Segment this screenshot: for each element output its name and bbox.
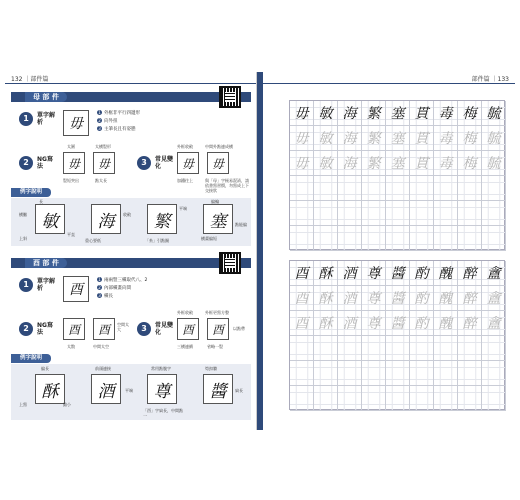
trace-char-cell: 海	[338, 126, 362, 151]
model-char-cell: 酉	[290, 261, 314, 286]
model-char-cell: 毓	[482, 101, 506, 126]
trace-char-cell: 塞	[386, 151, 410, 176]
empty-practice-cell	[290, 336, 314, 361]
empty-practice-cell	[482, 386, 506, 411]
empty-practice-cell	[458, 336, 482, 361]
trace-char-cell: 海	[338, 151, 362, 176]
step-number-1: 1	[19, 278, 33, 292]
ng-caption: 太圓	[67, 144, 75, 149]
empty-practice-cell	[362, 386, 386, 411]
model-char-cell: 毋	[290, 101, 314, 126]
variant-caption: 外框更寫方整	[205, 310, 229, 315]
empty-practice-cell	[386, 336, 410, 361]
variant-sub: 加鐵往上	[177, 178, 193, 183]
empty-practice-cell	[482, 226, 506, 251]
model-char-cell: 繁	[362, 101, 386, 126]
empty-practice-cell	[338, 336, 362, 361]
step-label: 常見變化	[155, 322, 174, 336]
empty-practice-cell	[314, 361, 338, 386]
trace-char-cell: 敏	[314, 126, 338, 151]
empty-practice-cell	[386, 361, 410, 386]
example-char: 酥	[35, 374, 65, 404]
trace-char-cell: 酒	[338, 286, 362, 311]
empty-practice-cell	[482, 361, 506, 386]
example-note: 偏長	[41, 366, 49, 371]
empty-practice-cell	[482, 201, 506, 226]
analysis-note: 2 內部橫畫向間	[98, 285, 131, 291]
empty-practice-cell	[410, 201, 434, 226]
empty-practice-cell	[434, 226, 458, 251]
model-char-cell: 盦	[482, 261, 506, 286]
trace-char-cell: 貫	[410, 151, 434, 176]
empty-practice-cell	[290, 361, 314, 386]
example-char: 敏	[35, 204, 65, 234]
example-title: 例字說明	[11, 188, 51, 197]
trace-char-cell: 毋	[290, 151, 314, 176]
empty-practice-cell	[362, 226, 386, 251]
empty-practice-cell	[434, 336, 458, 361]
variant-char: 毋	[177, 152, 199, 174]
variant-caption: 以點帶	[233, 326, 245, 331]
example-char: 繁	[147, 204, 177, 234]
section-title: 酉 部 件	[25, 258, 67, 268]
model-char-cell: 貫	[410, 101, 434, 126]
page-header: 132 ｜部件篇	[11, 76, 49, 83]
example-note: 上寫	[19, 402, 27, 407]
trace-char-cell: 醉	[458, 286, 482, 311]
example-note: 點能偏	[235, 222, 247, 227]
empty-practice-cell	[458, 176, 482, 201]
empty-practice-cell	[410, 386, 434, 411]
trace-char-cell: 醉	[458, 311, 482, 336]
example-note: 「酉」字扁長，中間點一	[143, 408, 183, 418]
trace-char-cell: 毒	[434, 151, 458, 176]
trace-char-cell: 尊	[362, 286, 386, 311]
empty-practice-cell	[362, 176, 386, 201]
example-char: 尊	[147, 374, 177, 404]
empty-practice-cell	[458, 226, 482, 251]
analysis-note: 3 橫長	[98, 293, 113, 299]
empty-practice-cell	[290, 176, 314, 201]
trace-char-cell: 醬	[386, 286, 410, 311]
empty-practice-cell	[338, 176, 362, 201]
trace-char-cell: 毒	[434, 126, 458, 151]
trace-char-cell: 尊	[362, 311, 386, 336]
empty-practice-cell	[434, 201, 458, 226]
trace-char-cell: 醜	[434, 311, 458, 336]
empty-practice-cell	[362, 201, 386, 226]
analysis-note: 1 兩兩豎三橫取代八、2	[98, 277, 148, 283]
ng-char: 酉	[93, 318, 115, 340]
practice-grid	[289, 260, 505, 410]
empty-practice-cell	[482, 336, 506, 361]
trace-char-cell: 毋	[290, 126, 314, 151]
empty-practice-cell	[314, 226, 338, 251]
example-char: 海	[91, 204, 121, 234]
example-note: 橫撇	[19, 212, 27, 217]
example-note: 筍扣牆	[205, 366, 217, 371]
qr-code[interactable]	[219, 252, 241, 274]
empty-practice-cell	[410, 226, 434, 251]
example-note: 扁長	[235, 388, 243, 393]
example-note: 長	[39, 199, 43, 204]
analysis-char: 毋	[63, 110, 89, 136]
header-rule	[263, 83, 515, 84]
ng-caption: 中間太空	[93, 344, 109, 349]
empty-practice-cell	[338, 386, 362, 411]
trace-char-cell: 酉	[290, 311, 314, 336]
section-title: 母 部 件	[25, 92, 67, 102]
model-char-cell: 海	[338, 101, 362, 126]
ng-caption: 太散	[67, 344, 75, 349]
variant-char: 酉	[177, 318, 199, 340]
example-note: 收斂	[123, 212, 131, 217]
empty-practice-cell	[434, 176, 458, 201]
analysis-char: 酉	[63, 276, 89, 302]
trace-char-cell: 酌	[410, 311, 434, 336]
model-char-cell: 毒	[434, 101, 458, 126]
example-note: 常用點腹字	[151, 366, 171, 371]
step-number-3: 3	[137, 156, 151, 170]
trace-char-cell: 繁	[362, 151, 386, 176]
empty-practice-cell	[338, 201, 362, 226]
variant-sub: 三橫連續	[177, 344, 193, 349]
empty-practice-cell	[290, 226, 314, 251]
empty-practice-cell	[458, 201, 482, 226]
step-label: 常見變化	[155, 156, 174, 170]
empty-practice-cell	[434, 386, 458, 411]
empty-practice-cell	[386, 176, 410, 201]
model-char-cell: 塞	[386, 101, 410, 126]
trace-char-cell: 醬	[386, 311, 410, 336]
example-note: 偏編	[211, 199, 219, 204]
trace-char-cell: 塞	[386, 126, 410, 151]
model-char-cell: 酒	[338, 261, 362, 286]
example-note: 平直	[67, 232, 75, 237]
trace-char-cell: 醜	[434, 286, 458, 311]
empty-practice-cell	[362, 336, 386, 361]
ng-sub: 點太長	[95, 178, 107, 183]
example-note: 平端	[125, 388, 133, 393]
trace-char-cell: 酉	[290, 286, 314, 311]
variant-caption: 中間外點連成橫	[205, 144, 233, 149]
trace-char-cell: 酌	[410, 286, 434, 311]
analysis-note: 3 主筆長且有姿態	[98, 126, 136, 132]
empty-practice-cell	[314, 201, 338, 226]
empty-practice-cell	[386, 201, 410, 226]
trace-char-cell: 酥	[314, 311, 338, 336]
example-note: 上斜	[19, 236, 27, 241]
example-title: 例字說明	[11, 354, 51, 363]
ng-caption: 太橫豎形	[95, 144, 111, 149]
step-label: NG寫法	[37, 156, 53, 170]
example-note: 平端	[179, 206, 187, 211]
model-char-cell: 酥	[314, 261, 338, 286]
variant-caption: 外框收斂	[177, 310, 193, 315]
book-spread	[5, 72, 515, 430]
empty-practice-cell	[410, 361, 434, 386]
step-label: 單字解析	[37, 278, 56, 292]
trace-char-cell: 酥	[314, 286, 338, 311]
variant-sub: 省略一豎	[207, 344, 223, 349]
trace-char-cell: 梅	[458, 151, 482, 176]
example-note: 前頭連接	[95, 366, 111, 371]
analysis-note: 1 外框非平行四邊形	[98, 110, 140, 116]
trace-char-cell: 盦	[482, 311, 506, 336]
model-char-cell: 尊	[362, 261, 386, 286]
empty-practice-cell	[314, 176, 338, 201]
empty-practice-cell	[386, 226, 410, 251]
trace-char-cell: 酒	[338, 311, 362, 336]
step-number-1: 1	[19, 112, 33, 126]
ng-char: 毋	[63, 152, 85, 174]
empty-practice-cell	[314, 386, 338, 411]
empty-practice-cell	[458, 386, 482, 411]
empty-practice-cell	[338, 226, 362, 251]
trace-char-cell: 敏	[314, 151, 338, 176]
example-note: 重心要低	[85, 238, 101, 243]
variant-char: 毋	[207, 152, 229, 174]
right-page	[263, 72, 515, 430]
step-label: 單字解析	[37, 112, 56, 126]
empty-practice-cell	[434, 361, 458, 386]
step-label: NG寫法	[37, 322, 53, 336]
example-char: 塞	[203, 204, 233, 234]
model-char-cell: 敏	[314, 101, 338, 126]
model-char-cell: 梅	[458, 101, 482, 126]
model-char-cell: 醜	[434, 261, 458, 286]
model-char-cell: 醉	[458, 261, 482, 286]
trace-char-cell: 毓	[482, 151, 506, 176]
step-number-2: 2	[19, 322, 33, 336]
example-char: 酒	[91, 374, 121, 404]
example-note: 橫畫偏短	[201, 236, 217, 241]
trace-char-cell: 繁	[362, 126, 386, 151]
section-bar	[11, 92, 251, 102]
empty-practice-cell	[362, 361, 386, 386]
variant-caption: 外框收斂	[177, 144, 193, 149]
variant-sub: 與「母」字極易混淆，請依書寫習慣，勿寫成上下交接狀	[205, 178, 249, 193]
example-note: 「糸」引點圈	[145, 238, 169, 243]
empty-practice-cell	[290, 386, 314, 411]
trace-char-cell: 盦	[482, 286, 506, 311]
left-page	[5, 72, 257, 430]
step-number-2: 2	[19, 156, 33, 170]
qr-code[interactable]	[219, 86, 241, 108]
empty-practice-cell	[410, 336, 434, 361]
ng-sub: 豎短突出	[63, 178, 79, 183]
page-header: 部件篇 ｜133	[471, 76, 509, 83]
ng-char: 酉	[63, 318, 85, 340]
header-rule	[5, 83, 256, 84]
step-number-3: 3	[137, 322, 151, 336]
empty-practice-cell	[458, 361, 482, 386]
empty-practice-cell	[314, 336, 338, 361]
example-note: 縮小	[63, 402, 71, 407]
example-char: 醬	[203, 374, 233, 404]
trace-char-cell: 梅	[458, 126, 482, 151]
empty-practice-cell	[386, 386, 410, 411]
empty-practice-cell	[338, 361, 362, 386]
empty-practice-cell	[290, 201, 314, 226]
trace-char-cell: 貫	[410, 126, 434, 151]
practice-grid	[289, 100, 505, 250]
empty-practice-cell	[482, 176, 506, 201]
variant-char: 酉	[207, 318, 229, 340]
ng-char: 毋	[93, 152, 115, 174]
analysis-note: 2 向外扭	[98, 118, 118, 124]
empty-practice-cell	[410, 176, 434, 201]
model-char-cell: 醬	[386, 261, 410, 286]
section-bar	[11, 258, 251, 268]
ng-sub: 空間太大	[117, 322, 129, 332]
model-char-cell: 酌	[410, 261, 434, 286]
trace-char-cell: 毓	[482, 126, 506, 151]
